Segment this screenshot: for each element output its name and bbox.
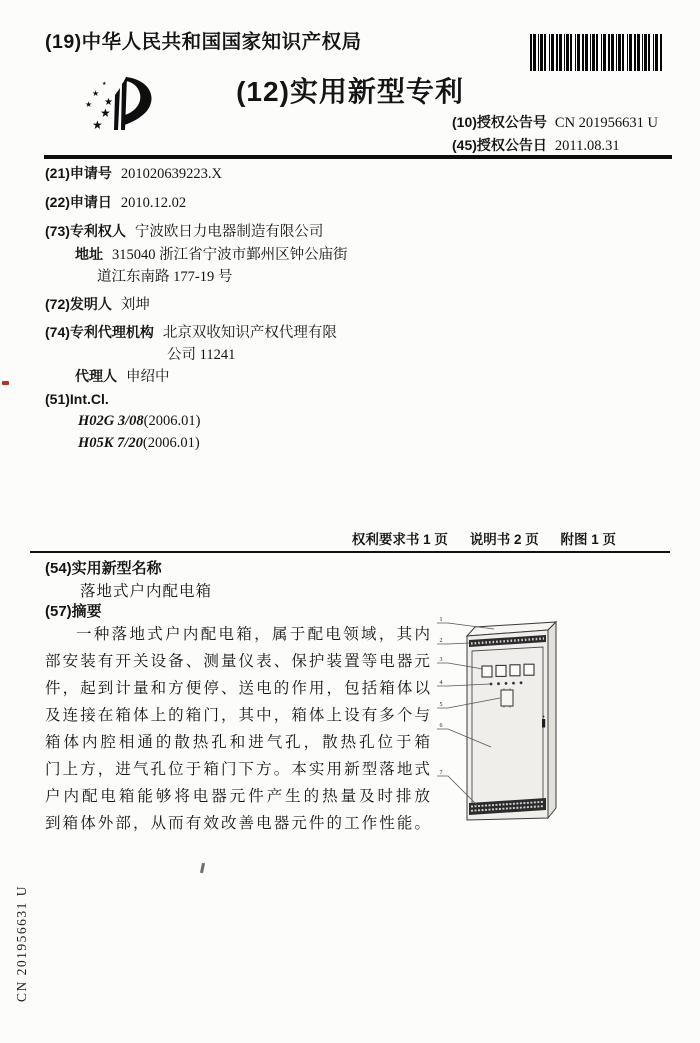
agency-label: (74)专利代理机构 (45, 324, 154, 340)
description-page-count: 说明书 2 页 (469, 532, 539, 547)
address-label: 地址 (75, 246, 103, 262)
agent-value: 申绍中 (126, 369, 170, 385)
abstract-line: 件，起到计量和方便停、送电的作用，包括箱体以 (45, 680, 430, 697)
figure-ref-label: 4 (439, 680, 443, 686)
publication-number-line (452, 112, 658, 132)
int-cl-label: (51)Int.Cl. (45, 391, 109, 407)
red-ink-speck (2, 381, 9, 385)
agency-row-2 (45, 343, 235, 364)
publication-date-label: (45)授权公告日 (452, 137, 547, 153)
patentee-row (45, 220, 323, 241)
address-line2: 道江东南路 177-19 号 (97, 269, 233, 285)
figure-ref-label: 7 (439, 770, 443, 776)
switch-device (501, 690, 513, 706)
document-kind-title: (12)实用新型专利 (236, 76, 464, 107)
claims-page-count: 权利要求书 1 页 (351, 532, 448, 547)
meter-3 (510, 665, 520, 676)
publication-number-value: CN 201956631 U (554, 115, 659, 131)
indicator-dot (505, 682, 508, 685)
application-date-row (45, 192, 186, 212)
int-cl-class-row (45, 413, 200, 430)
int-cl-code-2: H05K 7/20 (78, 435, 143, 451)
abstract-line: 门上方，进气孔位于箱门下方。本实用新型落地式 (45, 761, 430, 778)
patentee-label: (73)专利权人 (45, 223, 126, 239)
page-counts-line (352, 528, 616, 548)
figure-ref-label: 1 (439, 617, 443, 623)
application-number-row (45, 163, 222, 183)
inventor-value: 刘坤 (120, 297, 150, 313)
int-cl-class-row (45, 435, 200, 452)
application-date-label: (22)申请日 (45, 194, 112, 210)
barcode-icon (530, 34, 662, 71)
drawings-page-count: 附图 1 页 (560, 532, 616, 547)
agent-label: 代理人 (75, 368, 117, 384)
figure-ref-label: 6 (439, 723, 443, 729)
int-cl-suffix-1: (2006.01) (143, 413, 201, 429)
application-number-label: (21)申请号 (45, 165, 112, 181)
int-cl-row (45, 391, 109, 409)
inventor-label: (72)发明人 (45, 296, 112, 312)
publication-number-label: (10)授权公告号 (452, 114, 547, 130)
ink-speck (200, 863, 205, 873)
agent-row (45, 365, 170, 386)
int-cl-code-1: H02G 3/08 (78, 413, 144, 429)
abstract-section-label: (57)摘要 (45, 603, 102, 620)
agency-value-line2: 公司 11241 (167, 347, 236, 363)
invention-title: 落地式户内配电箱 (80, 583, 213, 600)
svg-text:★: ★ (102, 82, 107, 87)
meter-4 (524, 664, 534, 675)
cabinet-front-face (467, 630, 548, 820)
figure-ref-label: 5 (439, 702, 443, 708)
patentee-value: 宁波欧日力电器制造有限公司 (134, 224, 324, 240)
svg-text:★: ★ (92, 89, 100, 98)
abstract-line: 部安装有开关设备、测量仪表、保护装置等电器元 (45, 653, 430, 670)
application-number-value: 201020639223.X (120, 166, 223, 182)
indicator-dot (512, 682, 515, 685)
patentee-address-row-2 (45, 265, 232, 286)
inventor-row (45, 293, 150, 314)
agency-row (45, 321, 337, 342)
indicator-dot (490, 683, 493, 686)
side-publication-code: CN 201956631 U (14, 884, 29, 1002)
int-cl-suffix-2: (2006.01) (142, 435, 200, 451)
abstract-text (45, 621, 430, 837)
section-divider-rule (30, 551, 670, 553)
agency-value-line1: 北京双收知识产权代理有限 (162, 325, 337, 341)
invention-title-section-label: (54)实用新型名称 (45, 560, 162, 577)
abstract-figure-cabinet-drawing (428, 598, 688, 848)
door-handle (542, 719, 545, 728)
svg-text:★: ★ (92, 118, 103, 132)
publication-date-value: 2011.08.31 (554, 138, 620, 154)
svg-text:★: ★ (85, 100, 93, 109)
cabinet-side-face (548, 622, 556, 818)
abstract-line: 户内配电箱能够将电器元件产生的热量及时排放 (45, 788, 430, 805)
address-line1: 315040 浙江省宁波市鄞州区钟公庙街 (112, 247, 348, 263)
header-divider-rule (44, 155, 672, 159)
meter-1 (482, 666, 492, 677)
indicator-dot (497, 682, 500, 685)
patentee-address-row (45, 243, 348, 264)
application-date-value: 2010.12.02 (120, 195, 187, 211)
meter-2 (496, 665, 506, 676)
figure-ref-label: 3 (439, 657, 443, 663)
abstract-line: 到箱体外部，从而有效改善电器元件的工作性能。 (45, 815, 430, 832)
abstract-line: 及连接在箱体上的箱门，其中，箱体上设有多个与 (45, 707, 430, 724)
indicator-dot (520, 681, 523, 684)
abstract-line: 一种落地式户内配电箱，属于配电领域，其内 (76, 626, 430, 643)
figure-ref-label: 2 (439, 638, 443, 644)
issuing-office-line: (19)中华人民共和国国家知识产权局 (45, 31, 362, 53)
svg-text:★: ★ (104, 97, 113, 108)
svg-text:★: ★ (100, 106, 111, 120)
abstract-line: 箱体内腔相通的散热孔和进气孔，散热孔位于箱 (45, 734, 430, 751)
publication-date-line (452, 135, 620, 155)
